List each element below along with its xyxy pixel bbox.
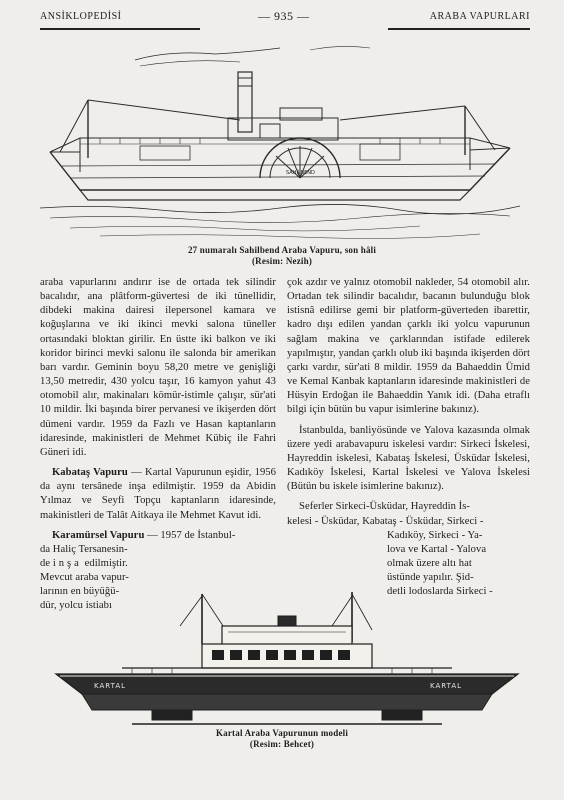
left-column [40,276,276,614]
karamursel-line-3b: inşa [52,557,82,569]
kartal-ferry-model-illustration [52,586,522,728]
header-left-title: ANSİKLOPEDİSİ [40,11,122,22]
kabatas-text: — Kartal Vapurunun eşidir, 1956 da aynı tersânede inşa edilmiştir. 1959 da Abidin Yılmaz ve Seyfi Topçu kaptanların idaresinde, makinistleri de Talât Aitkaya ile Mehmet Kavut idi. [40,467,276,521]
karamursel-line-3 [40,557,160,571]
seferler-line-2: kelesi - Üsküdar, Kabataş - Üsküdar, Sirkeci - [287,515,484,527]
figure1-caption [0,245,564,267]
karamursel-line-5: larının en büyüğü- [40,586,120,598]
kabatas-heading: Kabataş Vapuru [52,467,128,479]
figure2-caption-credit: (Resim: Behcet) [249,739,315,749]
figure2-caption [0,728,564,750]
seferler-line-1: Seferler Sirkeci-Üsküdar, Hayreddin İs- [299,501,470,513]
left-paragraph-1: araba vapurlarını andırır ise de ortada tek silindir bacalıdır, ana plâtform-güvertesi de iki tünellidir, dibdeki makina dairesi ilepersonel kamara ve koğuşlarına ve iki ikinci mevki salona tüneller ortasındaki bloktan girilir. En üstte iki balkon ve iki koridor birinci mevki salonu ile salonda bir amerikan barı vardır. Geminin boyu 58,20 metre ve genişliği 13,50 metredir, 430 yolcu taşır, 16 kamyon yahut 43 otomobil alır, makinaları kömür-istimle çalışır, sür'ati 10 mildir. İki başında birer pervanesi ve ikişerden dört dümeni vardır. 1959 da Fazlı ve Hasan kaptanların idaresinde, makinistleri de Mehmet Kübiç ile Fahri Güneri idi. [40,277,276,458]
header-right-title: ARABA VAPURLARI [429,11,530,22]
page-number: — 935 — [258,9,310,23]
paddle-box-name: SAHİLBEND [286,170,315,176]
hull-label-right: KARTAL [430,682,463,690]
karamursel-heading: Karamürsel Vapuru [52,529,145,541]
seferler-line-4: lova ve Kartal - Yalova [387,543,487,555]
running-header [40,8,530,28]
left-paragraph-3 [40,529,276,543]
karamursel-line-3c: edilmiştir. [81,557,128,569]
figure1-caption-title: 27 numaralı Sahilbend Araba Vapuru, son hâli [187,245,377,255]
karamursel-line-4: Mevcut araba vapur- [40,572,129,584]
right-paragraph-3 [287,500,530,514]
seferler-line-6: üstünde yapılır. Şid- [387,572,474,584]
seferler-line-7: detli lodoslarda Sirkeci - [387,586,493,598]
header-rule-right [388,28,530,30]
right-column [287,276,530,599]
sahilbend-ferry-illustration [40,40,520,240]
figure1-caption-credit: (Resim: Nezih) [251,256,313,266]
header-rule-left [40,28,200,30]
karamursel-line-1: — 1957 de İstanbul- [144,529,236,541]
seferler-line-3: Kadıköy, Sirkeci - Ya- [387,529,483,541]
karamursel-line-6: dür, yolcu istiabı [40,600,112,612]
right-paragraph-2: İstanbulda, banliyösünde ve Yalova kazasında olmak üzere yedi arabavapuru iskelesi vardır: Sirkeci İskelesi, Hayreddin iskelesi, Kabataş İskelesi, Üsküdar İskelesi, Kadıköy İskelesi, Kartal İskelesi ve Yalova İskelesi (Bütün bu iskele isimlerine bakınız). [287,424,530,493]
left-paragraph-2 [40,466,276,523]
karamursel-line-2: da Haliç Tersanesin- [40,543,128,555]
seferler-line-5: olmak üzere altı hat [387,557,472,569]
karamursel-line-3a: de [40,557,53,569]
figure2-caption-title: Kartal Araba Vapurunun modeli [215,728,349,738]
right-paragraph-1: çok azdır ve yalnız otomobil nakleder, 54 otomobil alır. Ortadan tek silindir bacalıdır, bacanın bulunduğu blok istisnâ edilirse gemi bir platform-güverteden ibarettir, kadro dışı edilen yandan çarklı iki yolcu vapurunun sağlam makina ve çarklarından istifade edilerek yapılmıştır, yandan çarklı olub iki başında ikişerden dört çarkı vardır, sür'ati 8 mildir. 1959 da Bahaeddin Ümid ve Kemal Kanbak kaptanların idaresinde makinistleri de Hüsyin Erdoğan ile Bahaeddin Yanık idi. (Daha etraflı bilgi için bütün bu vapur isimlerine bakınız). [287,277,530,416]
hull-label-left: KARTAL [94,682,127,690]
